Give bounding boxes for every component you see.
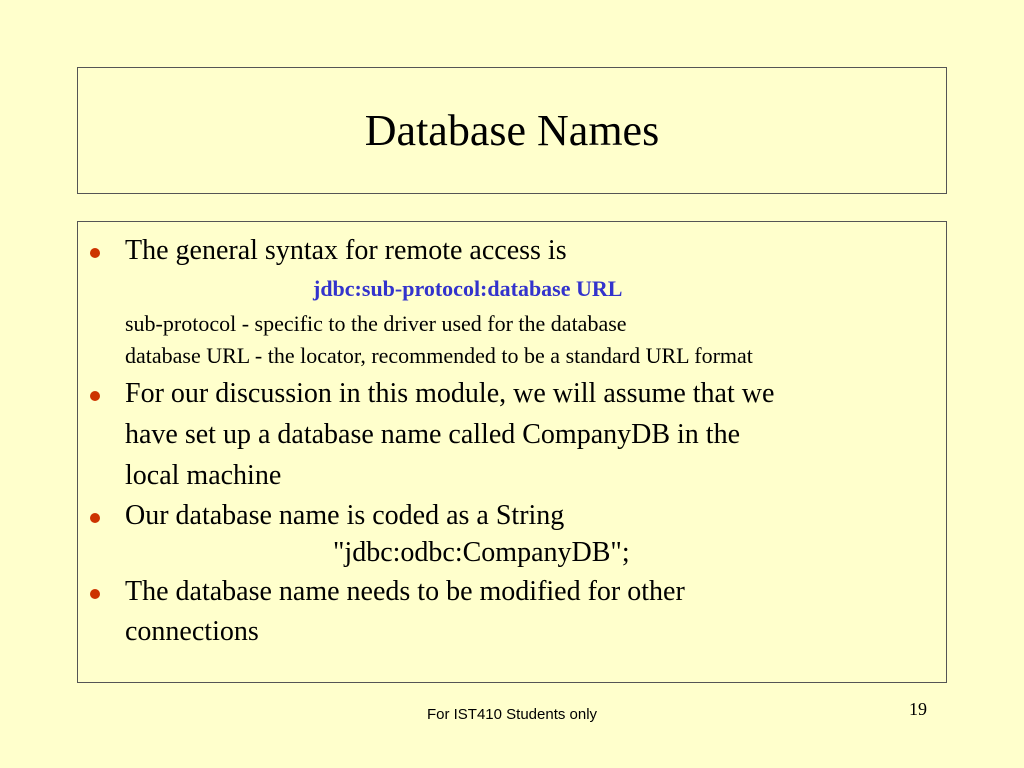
bullet-4-line-2: connections <box>125 616 259 647</box>
jdbc-url-syntax: jdbc:sub-protocol:database URL <box>313 276 623 301</box>
bullet-dot <box>90 248 100 258</box>
sub-protocol-note: sub-protocol - specific to the driver used for the database <box>125 311 627 336</box>
bullet-2-line-3: local machine <box>125 460 282 491</box>
database-name-string: "jdbc:odbc:CompanyDB"; <box>333 537 630 568</box>
bullet-dot <box>90 589 100 599</box>
footer-text: For IST410 Students only <box>426 706 598 723</box>
bullet-1-text: The general syntax for remote access is <box>125 235 567 266</box>
page-number: 19 <box>909 699 927 719</box>
bullet-2-line-1: For our discussion in this module, we will assume that we <box>125 378 775 409</box>
bullet-dot <box>90 391 100 401</box>
bullet-2-line-2: have set up a database name called CompanyDB in the <box>125 419 741 450</box>
bullet-3-text: Our database name is coded as a String <box>125 500 565 531</box>
title-box <box>77 67 947 194</box>
content-box <box>77 221 947 683</box>
bullet-4-line-1: The database name needs to be modified for other <box>125 576 685 607</box>
bullet-dot <box>90 513 100 523</box>
database-url-note: database URL - the locator, recommended to be a standard URL format <box>125 343 753 368</box>
slide-title: Database Names <box>364 105 660 155</box>
